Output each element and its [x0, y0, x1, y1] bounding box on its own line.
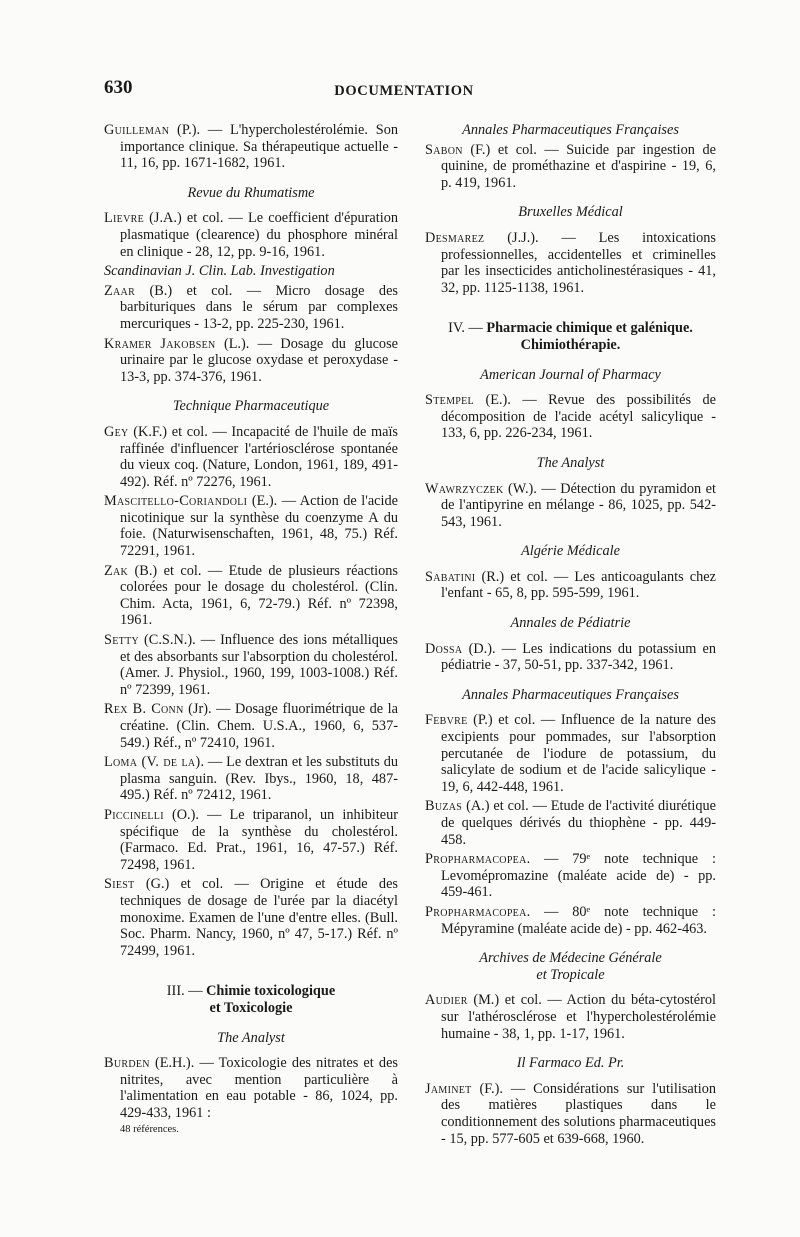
entry-author: Setty — [104, 632, 139, 649]
journal-heading: Technique Pharmaceutique — [172, 398, 330, 415]
entry-author: Stempel — [425, 392, 474, 409]
bibliography-entry — [425, 392, 716, 442]
entry-author: Kramer Jakobsen — [104, 335, 216, 352]
entry-author: Piccinelli — [104, 806, 164, 823]
bibliography-entry — [425, 1081, 716, 1147]
entry-text: . — Le dextran et les substituts du plasma sanguin. (Rev. Ibys., 1960, 18, 487-495.) Réf. nº 72412, 1961. — [120, 754, 398, 804]
journal-heading: Annales de Pédiatrie — [510, 615, 631, 632]
bibliography-entry — [425, 230, 716, 296]
entry-author: Jaminet — [425, 1080, 472, 1097]
entry-text: (F.). — Considérations sur l'utilisation des matières plastiques dans le conditionnement des solutions pharmaceutiques - 15, pp. 577-605 et 639-668, 1960. — [441, 1080, 716, 1147]
entry-author: Propharmacopea — [425, 851, 527, 868]
bibliography-entry — [425, 142, 716, 192]
bibliography-entry — [104, 1055, 398, 1121]
section-number: IV. — — [448, 320, 487, 337]
bibliography-entry — [104, 701, 398, 751]
entry-text: (P.) et col. — Influence de la nature des excipients pour pommades, sur l'absorption percutanée de l'iodure de potassium, du salicylate de sodium et de l'acide salicylique - 19, 6, 442-448, 1961. — [441, 712, 716, 795]
bibliography-entry — [104, 876, 398, 959]
running-title: DOCUMENTATION — [334, 83, 474, 99]
bibliography-entry — [425, 992, 716, 1042]
page-header — [104, 77, 704, 104]
journal-heading: Annales Pharmaceutiques Françaises — [462, 686, 679, 703]
entry-author: Mascitello-Coriandoli — [104, 493, 248, 510]
entry-text: (F.) et col. — Suicide par ingestion de quinine, de prométhazine et d'aspirine - 19, 6, p. 419, 1961. — [441, 141, 716, 191]
entry-text: (O.). — Le triparanol, un inhibiteur spécifique de la synthèse du cholestérol. (Farmaco. Ed. Prat., 1961, 16, 47-57.) Réf. 72498, 1961. — [120, 806, 398, 873]
entry-text: (Jr). — Dosage fluorimétrique de la créatine. (Clin. Chem. U.S.A., 1960, 6, 537-549.) Réf., nº 72410, 1961. — [120, 701, 398, 751]
bibliography-entry — [425, 712, 716, 795]
bibliography-entry — [104, 336, 398, 386]
journal-heading-line: Archives de Médecine Générale — [479, 950, 662, 967]
entry-text: . — 80ᵉ note technique : Mépyramine (maléate acide de) - pp. 462-463. — [441, 903, 716, 937]
journal-heading: American Journal of Pharmacy — [480, 366, 661, 383]
entry-text: (K.F.) et col. — Incapacité de l'huile de maïs raffinée d'influencer l'artériosclérose spontanée du vieux coq. (Nature, London, 1961, 189, 491-492). Réf. nº 72276, 1961. — [120, 423, 398, 490]
bibliography-entry — [104, 754, 398, 804]
journal-heading: Il Farmaco Ed. Pr. — [516, 1055, 625, 1072]
entry-text: (E.H.). — Toxicologie des nitrates et des nitrites, avec mention particulière à l'alimentation en eau potable - 86, 1024, pp. 429-433, 1961 : — [120, 1055, 398, 1121]
entry-author: Desmarez — [425, 229, 485, 246]
entry-author: Buzas — [425, 798, 463, 815]
bibliography-entry — [425, 569, 716, 602]
page-number: 630 — [104, 77, 133, 98]
entry-text: (R.) et col. — Les anticoagulants chez l'enfant - 65, 8, pp. 595-599, 1961. — [441, 568, 716, 602]
journal-heading — [425, 950, 716, 983]
entry-text: (E.). — Action de l'acide nicotinique sur la synthèse du coenzyme A du foie. (Naturwisenschaften, 1961, 48, 75.) Réf. 72291, 1961. — [120, 493, 398, 560]
entry-author: Sabatini — [425, 568, 476, 585]
bibliography-entry — [425, 641, 716, 674]
bibliography-entry — [104, 493, 398, 559]
left-column — [104, 122, 398, 1136]
section-heading — [104, 983, 398, 1016]
bibliography-entry — [425, 851, 716, 901]
entry-text: (L.). — Dosage du glucose urinaire par le glucose oxydase et peroxydase - 13-3, pp. 374-376, 1961. — [120, 335, 398, 385]
section-title-line2: Chimiothérapie. — [520, 336, 621, 353]
section-title: Chimie toxicologique — [206, 983, 336, 1000]
bibliography-entry — [104, 807, 398, 873]
entry-text: (B.) et col. — Etude de plusieurs réactions colorées pour le dosage du cholestérol. (Clin. Chim. Acta, 1961, 6, 72-79.) Réf. nº 72398, 1961. — [120, 562, 398, 629]
entry-text: (B.) et col. — Micro dosage des barbituriques dans le sérum par complexes mercuriques - 13-2, pp. 225-230, 1961. — [120, 282, 398, 332]
bibliography-entry — [104, 210, 398, 260]
entry-text: (A.) et col. — Etude de l'activité diurétique de quelques dérivés du thiophène - pp. 449-458. — [441, 798, 716, 848]
bibliography-entry — [425, 904, 716, 937]
journal-heading: Bruxelles Médical — [518, 204, 623, 221]
entry-text: (J.A.) et col. — Le coefficient d'épuration plasmatique (clearence) du phosphore minéral en clinique - 28, 12, pp. 9-16, 1961. — [120, 210, 398, 260]
bibliography-entry — [104, 632, 398, 698]
section-heading — [425, 320, 716, 353]
entry-author: Wawrzyczek — [425, 480, 504, 497]
journal-heading: The Analyst — [536, 454, 605, 471]
bibliography-entry — [425, 481, 716, 531]
entry-text: (E.). — Revue des possibilités de décomposition de l'acide acétyl salicylique - 133, 6, pp. 226-234, 1961. — [441, 392, 716, 442]
entry-text: (P.). — L'hypercholestérolémie. Son importance clinique. Sa thérapeutique actuelle - 11, 16, pp. 1671-1682, 1961. — [120, 122, 398, 172]
entry-text: (G.) et col. — Origine et étude des techniques de dosage de l'urée par la diacétyl monoxime. Examen de l'une d'entre elles. (Bull. Soc. Pharm. Nancy, 1960, nº 47, 5-17.) Réf. nº 72499, 1961. — [120, 876, 398, 959]
entry-author: Febvre — [425, 712, 468, 729]
entry-author: Audier — [425, 992, 468, 1009]
section-title-line2: et Toxicologie — [209, 999, 293, 1016]
entry-text: (M.) et col. — Action du béta-cytostérol sur l'athérosclérose et l'hypercholestérolémie humaine - 38, 1, pp. 1-17, 1961. — [441, 992, 716, 1042]
entry-author: Gey — [104, 423, 129, 440]
bibliography-entry — [104, 283, 398, 333]
right-column — [425, 122, 716, 1150]
entry-author: Burden — [104, 1055, 150, 1072]
entry-author: Propharmacopea — [425, 903, 527, 920]
entry-text: (W.). — Détection du pyramidon et de l'antipyrine en mélange - 86, 1025, pp. 542-543, 1961. — [441, 480, 716, 530]
journal-heading: Revue du Rhumatisme — [187, 184, 315, 201]
bibliography-entry — [104, 424, 398, 490]
entry-author: Loma (V. de la) — [104, 754, 201, 771]
entry-author: Rex B. Conn — [104, 701, 184, 718]
journal-heading: The Analyst — [217, 1029, 285, 1046]
journal-heading: Algérie Médicale — [521, 543, 620, 560]
entry-author: Sabon — [425, 141, 463, 158]
entry-author: Dossa — [425, 640, 463, 657]
journal-heading: Annales Pharmaceutiques Françaises — [462, 122, 679, 138]
bibliography-entry — [104, 563, 398, 629]
entry-text: . — 79ᵉ note technique : Levomépromazine (maléate acide de) - pp. 459-461. — [441, 851, 716, 901]
footnote: 48 références. — [120, 1124, 179, 1136]
bibliography-entry — [425, 798, 716, 848]
entry-text: (D.). — Les indications du potassium en pédiatrie - 37, 50-51, pp. 337-342, 1961. — [441, 640, 716, 674]
entry-text: (C.S.N.). — Influence des ions métalliques et des absorbants sur l'absorption du cholestérol. (Amer. J. Physiol., 1960, 199, 1003-1008.) Réf. nº 72399, 1961. — [120, 632, 398, 698]
entry-text: (J.J.). — Les intoxications professionnelles, accidentelles et criminelles par les insecticides anticholinestérasiques - 41, 32, pp. 1125-1138, 1961. — [441, 229, 716, 296]
section-title: Pharmacie chimique et galénique. — [486, 320, 693, 337]
section-number: III. — — [166, 983, 207, 1000]
journal-heading-line: et Tropicale — [536, 966, 605, 983]
bibliography-entry — [104, 122, 398, 172]
entry-author: Siest — [104, 876, 135, 893]
journal-heading: Scandinavian J. Clin. Lab. Investigation — [104, 263, 335, 280]
entry-author: Zak — [104, 562, 129, 579]
entry-author: Guilleman — [104, 122, 170, 138]
entry-author: Zaar — [104, 282, 136, 299]
entry-author: Lievre — [104, 210, 144, 227]
